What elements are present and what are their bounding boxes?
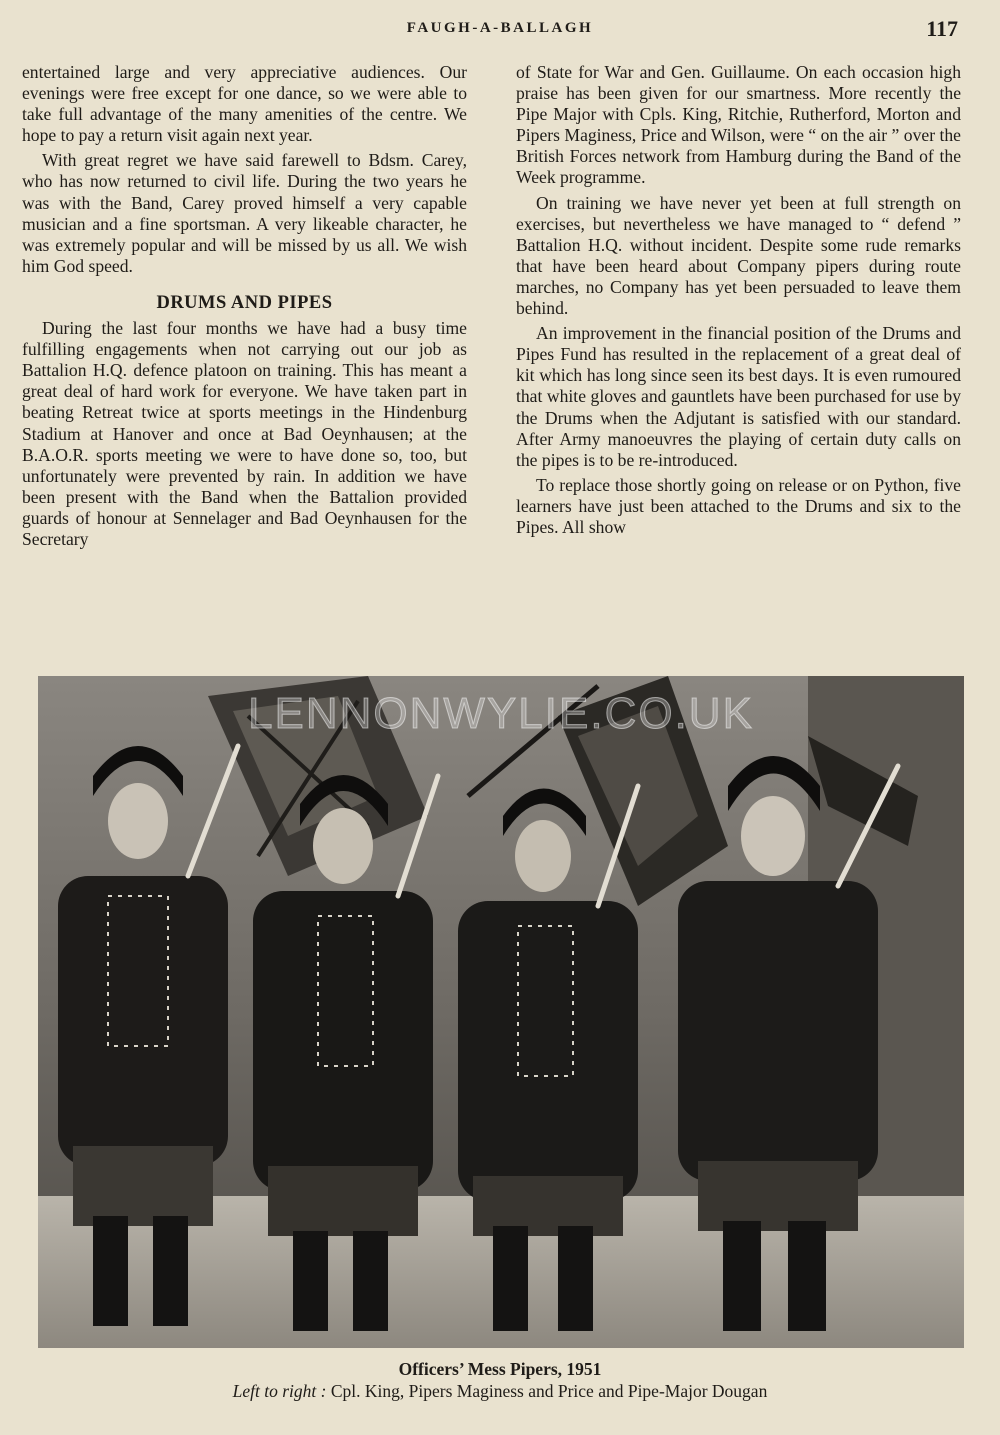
paragraph: With great regret we have said farewell to Bdsm. Carey, who has now returned to civil life. During the two years he was with the Band, Carey proved himself a very capable musician and a fine sportsman. A very likeable character, he was extremely popular and will be missed by us all. We wish him God speed. [22,150,467,276]
paragraph: of State for War and Gen. Guillaume. On each occasion high praise has been given for our smartness. More recently the Pipe Major with Cpls. King, Ritchie, Rutherford, Morton and Pipers Maginess, Price and Wilson, were “ on the air ” over the British Forces network from Hamburg during the Band of the Week programme. [516,62,961,188]
running-title: FAUGH-A-BALLAGH [406,20,594,36]
left-column [22,62,467,550]
photo-watermark: LENNONWYLIE.CO.UK [248,689,754,738]
paragraph: During the last four months we have had a busy time fulfilling engagements when not carrying out our job as Battalion H.Q. defence platoon on training. This has meant a great deal of hard work for everyone. We have taken part in beating Retreat twice at sports meetings in the Hindenburg Stadium at Hanover and once at Bad Oeynhausen; at the B.A.O.R. sports meeting we were to have done so, too, but unfortunately were prevented by rain. In addition we have been present with the Band when the Battalion provided guards of honour at Sennelager and Bad Oeynhausen for the Secretary [22,318,467,549]
paragraph: To replace those shortly going on release or on Python, five learners have just been attached to the Drums and six to the Pipes. All show [516,474,961,537]
paragraph: entertained large and very appreciative audiences. Our evenings were free except for one dance, so we were able to take full advantage of the many amenities of the centre. We hope to pay a return visit again next year. [22,62,467,146]
paragraph: An improvement in the financial position of the Drums and Pipes Fund has resulted in the replacement of a great deal of kit which has long since seen its best days. It is even rumoured that white gloves and gauntlets have been purchased for use by the Drums when the Adjutant is satisfied with our standard. After Army manoeuvres the playing of certain duty calls on the pipes is to be re-introduced. [516,323,961,470]
pipers-photograph [38,676,964,1348]
caption-credit-lead: Left to right : [232,1381,327,1401]
photo-illustration [38,676,964,1348]
paragraph: On training we have never yet been at full strength on exercises, but nevertheless we have managed to “ defend ” Battalion H.Q. without incident. Despite some rude remarks that have been heard about Company pipers during route marches, no Company has yet been persuaded to leave them behind. [516,192,961,319]
running-header [0,16,1000,46]
right-column [516,62,961,538]
photo-caption [0,1358,1000,1402]
caption-title: Officers’ Mess Pipers, 1951 [398,1359,602,1379]
section-heading: DRUMS AND PIPES [156,292,333,313]
page-number: 117 [926,16,958,41]
caption-credit-names: Cpl. King, Pipers Maginess and Price and Pipe-Major Dougan [330,1381,768,1401]
caption-credit [0,1380,1000,1402]
